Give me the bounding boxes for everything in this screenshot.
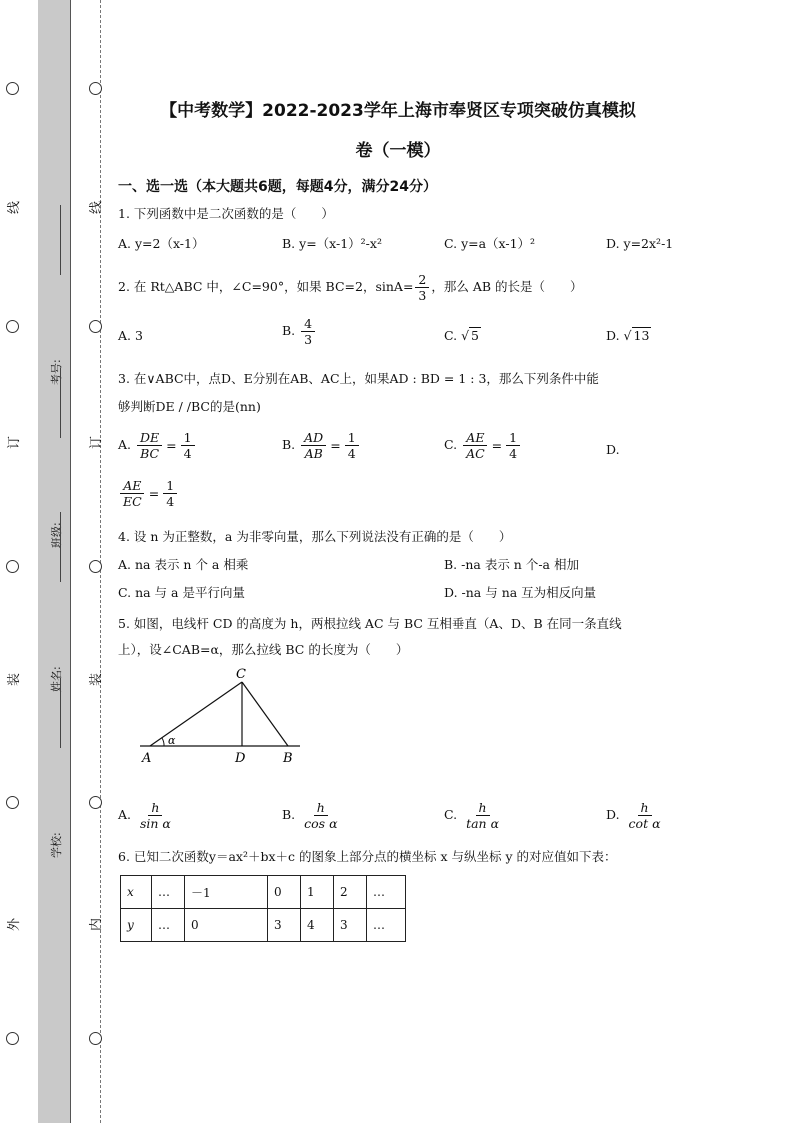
q5-option-a <box>118 800 176 831</box>
inner-char-zhuang: 装 <box>89 672 105 687</box>
q3-option-d-label: D. <box>606 442 620 457</box>
cable-bc <box>242 682 288 746</box>
q5-option-label: B. <box>282 807 296 822</box>
field-underline <box>60 205 61 275</box>
equals-sign: = <box>330 437 341 453</box>
q3-option-c-rhs <box>506 430 520 461</box>
q3-option-c <box>444 430 522 461</box>
table-row-y <box>121 909 406 942</box>
field-label: 考号: <box>50 359 63 385</box>
q3-option-label: A. <box>118 437 132 452</box>
frac-den: sin α <box>140 816 171 831</box>
binding-hole <box>89 560 102 573</box>
q4-option-c: C. na 与 a 是平行向量 <box>118 585 245 600</box>
frac-num: h <box>314 800 328 816</box>
label-a: A <box>142 751 152 766</box>
equals-sign: = <box>491 437 503 453</box>
frac-den: BC <box>140 446 160 461</box>
q5-option-b <box>282 800 343 831</box>
frac-num: AE <box>120 478 144 494</box>
field-label: 学校: <box>50 832 63 858</box>
q6-value-table <box>120 875 406 942</box>
binding-hole <box>6 82 19 95</box>
q5-option-c <box>444 800 504 831</box>
q2-sin-num: 2 <box>415 272 429 288</box>
table-cell: … <box>367 909 406 942</box>
q5-option-label: A. <box>118 807 132 822</box>
table-cell: 2 <box>334 876 367 909</box>
outer-char-wai: 外 <box>7 917 23 932</box>
table-cell: … <box>152 876 185 909</box>
outer-char-zhuang: 装 <box>7 672 23 687</box>
q5-option-c-fraction <box>463 800 502 831</box>
q3-option-b-rhs <box>345 430 359 461</box>
frac-num: 1 <box>181 430 195 446</box>
cable-ac <box>150 682 242 746</box>
table-cell: 0 <box>185 909 268 942</box>
q2-option-c-label: C. <box>444 328 458 343</box>
q2-option-b-den: 3 <box>304 332 313 347</box>
q2-option-d-radicand: 13 <box>633 328 650 343</box>
inner-char-xian: 线 <box>89 200 105 215</box>
binding-hole <box>6 320 19 333</box>
table-cell: 3 <box>268 909 301 942</box>
binding-hole <box>6 1032 19 1045</box>
frac-den: AC <box>466 446 485 461</box>
q3-option-label: B. <box>282 437 296 452</box>
table-cell: … <box>152 909 185 942</box>
q1-option-c: C. y=a（x-1）² <box>444 236 536 251</box>
binding-edge-right <box>70 0 71 1123</box>
q2-option-b-num: 4 <box>301 316 315 332</box>
frac-num: AE <box>463 430 487 446</box>
field-label: 班级: <box>50 522 63 548</box>
table-cell: －1 <box>185 876 268 909</box>
frac-den: AB <box>304 446 323 461</box>
q1-option-a: A. y=2（x-1） <box>118 236 205 251</box>
q4-option-b: B. -na 表示 n 个-a 相加 <box>444 557 579 572</box>
field-school[interactable] <box>44 748 74 858</box>
label-b: B <box>283 751 293 766</box>
q2-option-d-label: D. <box>606 328 620 343</box>
label-d: D <box>235 751 246 766</box>
table-cell: 3 <box>334 909 367 942</box>
section-heading: 一、选一选（本大题共6题，每题4分，满分24分） <box>118 179 437 195</box>
frac-den: 4 <box>347 446 356 461</box>
field-underline <box>60 678 61 748</box>
q2-option-b-label: B. <box>282 323 296 338</box>
q2-stem <box>118 270 678 304</box>
table-cell: x <box>121 876 152 909</box>
field-underline <box>60 368 61 438</box>
q2-option-c-radicand: 5 <box>471 328 479 343</box>
table-cell: 0 <box>268 876 301 909</box>
binding-hole <box>89 320 102 333</box>
binding-hole <box>6 560 19 573</box>
q6-stem: 6. 已知二次函数y＝ax²＋bx＋c 的图象上部分点的横坐标 x 与纵坐标 y 的对应值如下表： <box>118 849 617 864</box>
frac-den: 4 <box>183 446 192 461</box>
frac-den: tan α <box>466 816 500 831</box>
q5-figure <box>132 664 312 768</box>
field-underline <box>60 512 61 582</box>
q1-option-b: B. y=（x-1）²-x² <box>282 236 382 251</box>
q2-sin-den: 3 <box>418 288 427 303</box>
table-cell: 1 <box>301 876 334 909</box>
q3-option-label: C. <box>444 437 458 452</box>
q1-stem: 1. 下列函数中是二次函数的是（ ） <box>118 206 334 221</box>
frac-num: AD <box>301 430 326 446</box>
binding-hole <box>89 82 102 95</box>
label-c: C <box>236 667 246 682</box>
outer-char-ding: 订 <box>7 435 23 450</box>
q2-stem-text: 2. 在 Rt△ABC 中，∠C=90°，如果 BC=2，sinA= <box>118 279 414 294</box>
frac-den: 4 <box>509 446 518 461</box>
frac-den: cos α <box>304 816 338 831</box>
q3-option-b <box>282 430 361 461</box>
frac-num: DE <box>137 430 162 446</box>
q4-option-a: A. na 表示 n 个 a 相乘 <box>118 557 249 572</box>
q3-stem-line2: 够判断DE / /BC的是(nn) <box>118 399 261 414</box>
q3-option-d-lhs <box>120 478 145 509</box>
table-row-x <box>121 876 406 909</box>
q2-stem-tail: ，那么 AB 的长是（ ） <box>431 279 583 294</box>
binding-hole <box>89 796 102 809</box>
field-class[interactable] <box>44 438 74 548</box>
q2-option-a: A. 3 <box>118 328 143 343</box>
q3-option-a-lhs <box>137 430 162 461</box>
field-label: 姓名: <box>50 666 63 692</box>
outer-char-xian: 线 <box>7 200 23 215</box>
frac-den: 4 <box>166 494 175 509</box>
q5-option-a-fraction <box>137 800 174 831</box>
label-alpha: α <box>168 734 176 747</box>
frac-num: h <box>476 800 490 816</box>
frac-den: cot α <box>628 816 661 831</box>
sqrt-symbol: √ 13 <box>623 328 650 343</box>
q2-option-d <box>606 326 651 346</box>
frac-num: 1 <box>345 430 359 446</box>
q4-option-d: D. -na 与 na 互为相反向量 <box>444 585 597 600</box>
frac-den: EC <box>123 494 142 509</box>
frac-num: 1 <box>163 478 177 494</box>
field-exam-number[interactable] <box>44 275 74 385</box>
q5-option-label: C. <box>444 807 458 822</box>
paper-title-line2: 卷（一模） <box>355 141 441 161</box>
q5-option-b-fraction <box>301 800 340 831</box>
angle-arc <box>162 738 164 746</box>
frac-num: 1 <box>506 430 520 446</box>
q5-stem-line2: 上），设∠CAB=α，那么拉线 BC 的长度为（ ） <box>118 642 409 657</box>
q3-option-d <box>118 478 179 509</box>
q5-option-label: D. <box>606 807 620 822</box>
equals-sign: = <box>148 485 160 501</box>
binding-hole <box>6 796 19 809</box>
q1-option-d: D. y=2x²-1 <box>606 236 674 251</box>
binding-hole <box>89 1032 102 1045</box>
q2-option-b <box>282 316 317 347</box>
frac-num: h <box>638 800 652 816</box>
binding-strip <box>38 0 70 1123</box>
table-cell: y <box>121 909 152 942</box>
q4-stem: 4. 设 n 为正整数，a 为非零向量，那么下列说法没有正确的是（ ） <box>118 529 512 544</box>
q3-option-d-rhs <box>163 478 177 509</box>
q2-option-b-fraction <box>301 316 315 347</box>
paper-title-line1: 【中考数学】2022-2023学年上海市奉贤区专项突破仿真模拟 <box>160 101 636 121</box>
frac-num: h <box>148 800 162 816</box>
q3-option-b-lhs <box>301 430 326 461</box>
field-name[interactable] <box>44 582 74 692</box>
q5-stem-line1: 5. 如图，电线杆 CD 的高度为 h，两根拉线 AC 与 BC 互相垂直（A、D、B 在同一条直线 <box>118 616 622 631</box>
q2-option-c <box>444 326 481 346</box>
q5-option-d-fraction <box>626 800 664 831</box>
table-cell: 4 <box>301 909 334 942</box>
inner-char-nei: 内 <box>89 917 105 932</box>
q2-sin-fraction <box>415 272 429 303</box>
table-cell: … <box>367 876 406 909</box>
inner-char-ding: 订 <box>89 435 105 450</box>
equals-sign: = <box>166 437 177 453</box>
q3-stem-line1: 3. 在∨ABC中，点D、E分别在AB、AC上，如果AD : BD = 1 : 3，那么下列条件中能 <box>118 371 599 386</box>
q5-option-d <box>606 800 666 831</box>
sqrt-symbol: √ 5 <box>461 328 479 343</box>
q3-option-a <box>118 430 197 461</box>
q3-option-c-lhs <box>463 430 488 461</box>
q3-option-a-rhs <box>181 430 195 461</box>
